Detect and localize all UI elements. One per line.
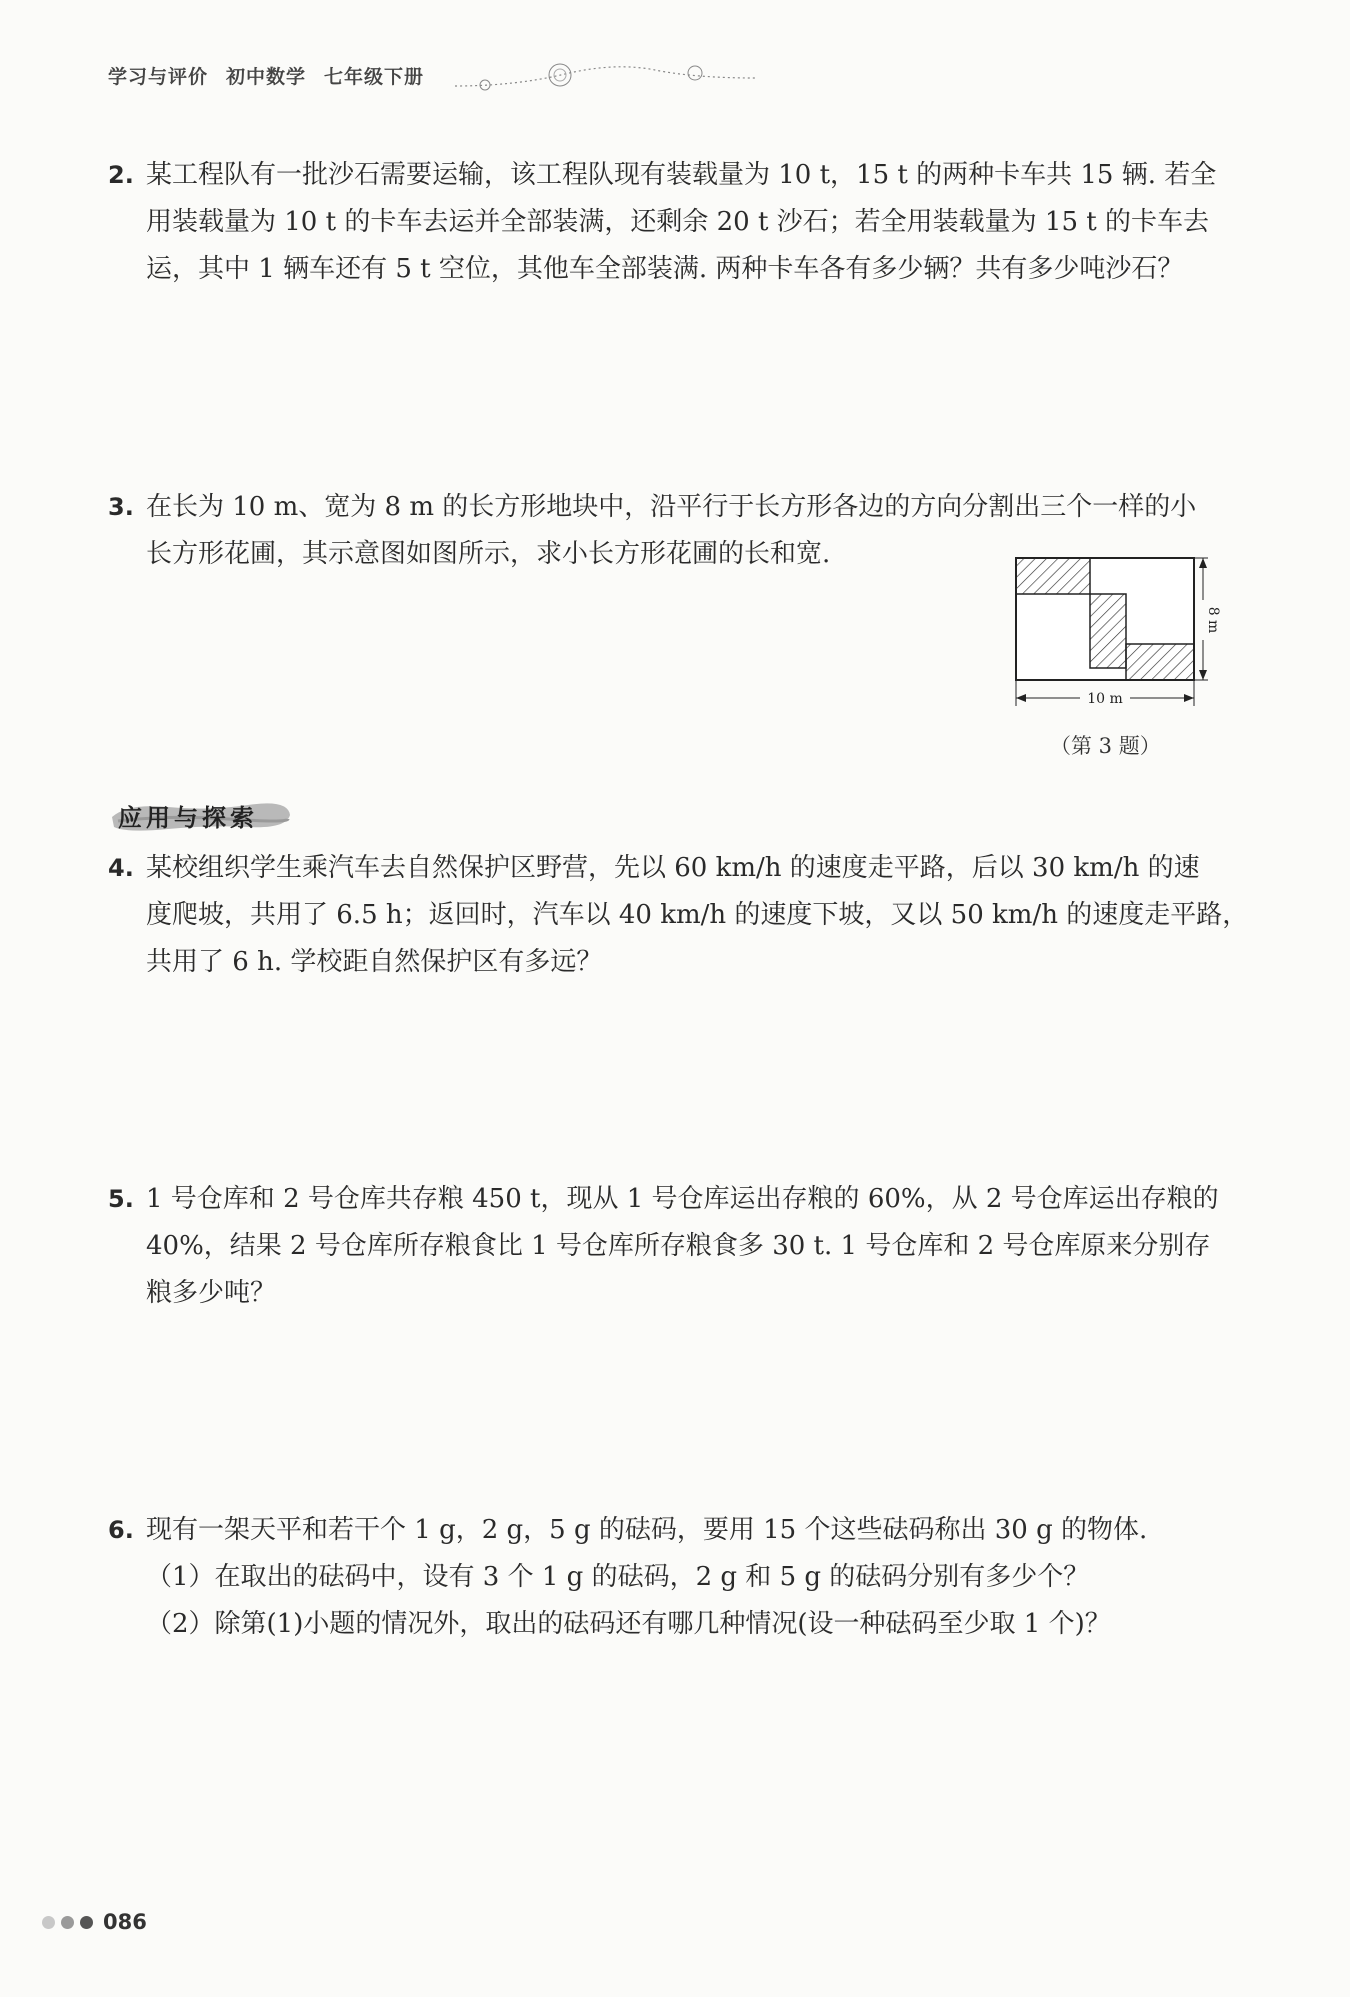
problem-line: 某工程队有一批沙石需要运输，该工程队现有装载量为 10 t，15 t 的两种卡车共 15 辆. 若全	[146, 160, 1217, 190]
running-header	[108, 62, 424, 89]
problem-line: 粮多少吨？	[146, 1278, 277, 1308]
problem-number: 5.	[108, 1185, 134, 1213]
problem-6	[108, 1507, 1248, 1648]
problem-line: 40%，结果 2 号仓库所存粮食比 1 号仓库所存粮食多 30 t. 1 号仓库和 2 号仓库原来分别存	[146, 1231, 1211, 1261]
problem-line: 在长为 10 m、宽为 8 m 的长方形地块中，沿平行于长方形各边的方向分割出三个一样的小	[146, 492, 1197, 522]
figure-caption: （第 3 题）	[1050, 734, 1161, 758]
problem-number: 3.	[108, 493, 134, 521]
footer-dot-light	[42, 1916, 55, 1929]
page-footer	[42, 1910, 147, 1934]
width-label: 10 m	[1087, 691, 1123, 707]
problem-4	[108, 845, 1248, 986]
section-title: 应用与探索	[118, 804, 258, 832]
problem-2	[108, 152, 1248, 293]
header-decoration	[455, 48, 755, 98]
problem-line: 共用了 6 h. 学校距自然保护区有多远？	[146, 947, 603, 977]
problem-line: 长方形花圃，其示意图如图所示，求小长方形花圃的长和宽.	[146, 539, 831, 569]
problem-line: 度爬坡，共用了 6.5 h；返回时，汽车以 40 km/h 的速度下坡，又以 50 km/h 的速度走平路，	[146, 900, 1249, 930]
problem-number: 4.	[108, 854, 134, 882]
rectangle-diagram	[1000, 548, 1240, 718]
header-book: 学习与评价	[108, 66, 209, 88]
header-grade: 七年级下册	[324, 66, 425, 88]
sub-question-1: （1）在取出的砝码中，设有 3 个 1 g 的砝码，2 g 和 5 g 的砝码分别有多少个？	[146, 1562, 1090, 1592]
height-label: 8 m	[1205, 606, 1221, 634]
problem-number: 6.	[108, 1516, 134, 1544]
problem-5	[108, 1176, 1248, 1317]
problem-line: 运，其中 1 辆车还有 5 t 空位，其他车全部装满. 两种卡车各有多少辆？共有多少吨沙石？	[146, 254, 1184, 284]
small-rectangle-1	[1016, 558, 1090, 594]
page-number: 086	[103, 1910, 147, 1934]
small-rectangle-2	[1090, 594, 1126, 668]
problem-line: 某校组织学生乘汽车去自然保护区野营，先以 60 km/h 的速度走平路，后以 30 km/h 的速	[146, 853, 1200, 883]
header-subject: 初中数学	[226, 66, 307, 88]
footer-dot-mid	[61, 1916, 74, 1929]
footer-dot-dark	[80, 1916, 93, 1929]
sub-question-2: （2）除第(1)小题的情况外，取出的砝码还有哪几种情况(设一种砝码至少取 1 个)？	[146, 1609, 1111, 1639]
small-rectangle-3	[1126, 644, 1194, 680]
problem-number: 2.	[108, 161, 134, 189]
problem-line: 现有一架天平和若干个 1 g，2 g，5 g 的砝码，要用 15 个这些砝码称出 30 g 的物体.	[146, 1515, 1148, 1545]
problem-line: 用装载量为 10 t 的卡车去运并全部装满，还剩余 20 t 沙石；若全用装载量为 15 t 的卡车去	[146, 207, 1209, 237]
problem-line: 1 号仓库和 2 号仓库共存粮 450 t，现从 1 号仓库运出存粮的 60%，从 2 号仓库运出存粮的	[146, 1184, 1219, 1214]
